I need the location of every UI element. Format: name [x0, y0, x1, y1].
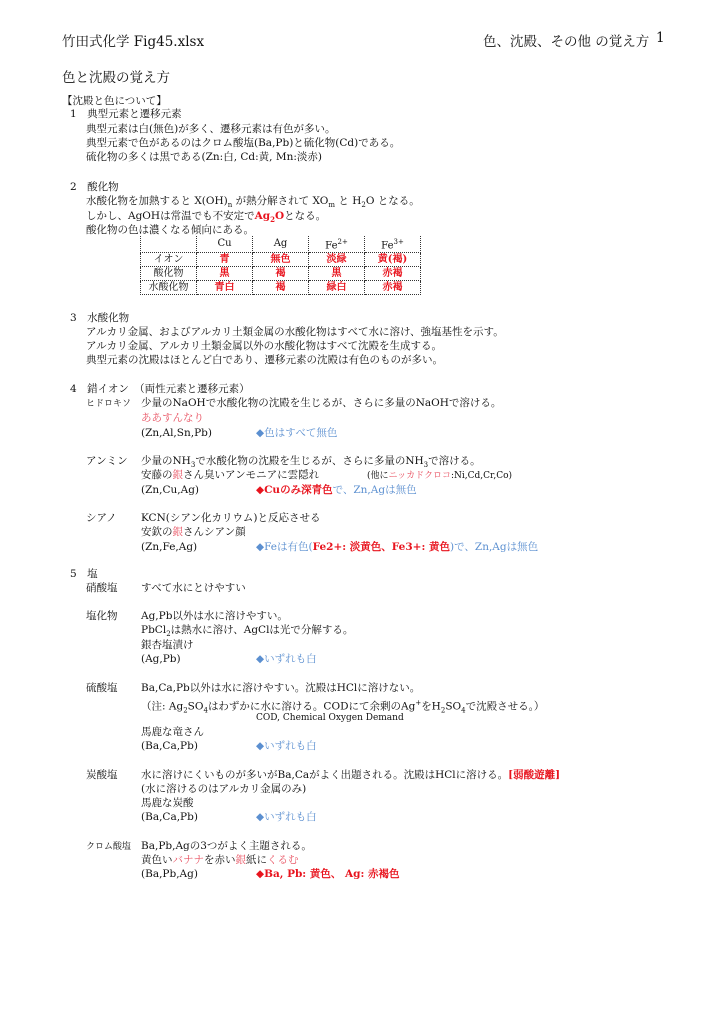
table-cell: 青 [197, 253, 253, 267]
ammine-mnemonic: 安藤の銀さん臭いアンモニアに雲隠れ [141, 469, 320, 481]
sulfate-mnemonic: 馬鹿な竜さん [141, 726, 204, 738]
s3-line2: アルカリ金属、アルカリ土類金属以外の水酸化物はすべて沈殿を生成する。 [86, 340, 442, 352]
sulfate-line2: （注: $Ag_2SO_4$はわずかに水に溶ける。CODにて余剰のAg+を$H_2SO_4$で沈殿させる。） [141, 699, 545, 715]
row-label: 水酸化物 [141, 281, 197, 295]
table-cell: 黄(褐) [365, 253, 421, 267]
carbonate-note: ◆いずれも白 [256, 811, 317, 823]
table-cell: 赤褐 [365, 281, 421, 295]
table-cell: 無色 [253, 253, 309, 267]
chromate-mnemonic: 黄色いバナナを赤い銀紙にくるむ [141, 854, 299, 866]
carbonate-line1: 水に溶けにくいものが多いがBa,Caがよく出題される。沈殿はHClに溶ける。[弱酸遊離] [141, 769, 561, 781]
color-table-header-ag: Ag [253, 236, 309, 253]
section-label: 【沈殿と色について】 [62, 95, 167, 107]
s2-line2: しかし、AgOHは常温でも不安定で$Ag_2O$となる。 [86, 210, 327, 225]
hydroxo-line1: 少量のNaOHで水酸化物の沈殿を生じるが、さらに多量のNaOHで溶ける。 [141, 397, 502, 409]
table-cell: 黒 [309, 267, 365, 281]
s3-line1: アルカリ金属、およびアルカリ土類金属の水酸化物はすべて水に溶け、強塩基性を示す。 [86, 326, 504, 338]
table-cell: 褐 [253, 267, 309, 281]
chloride-mnemonic: 銀杏塩漬け [141, 639, 194, 651]
s2-line3: 酸化物の色は濃くなる傾向にある。 [86, 224, 254, 236]
chloride-elements: (Ag,Pb) [141, 653, 181, 665]
sulfate-note: ◆いずれも白 [256, 740, 317, 752]
s5-head: 5 塩 [70, 568, 98, 580]
table-cell: 黒 [197, 267, 253, 281]
cyano-elements: (Zn,Fe,Ag) [141, 541, 198, 553]
s2-line1: 水酸化物を加熱すると $X(OH)_n$ が熱分解されて $XO_m$ と $H_2O$ となる。 [86, 195, 420, 210]
s1-line1: 典型元素は白(無色)が多く、遷移元素は有色が多い。 [86, 123, 336, 135]
chromate-line1: Ba,Pb,Agの3つがよく主題される。 [141, 840, 312, 852]
hydroxo-label: ヒドロキソ [86, 399, 132, 409]
color-table-header-fe2: $Fe^{2+}$ [309, 236, 365, 253]
color-table-header-empty [141, 236, 197, 253]
cyano-mnemonic: 安欽の銀さんシアン顔 [141, 526, 246, 538]
cyano-note: ◆Feは有色(Fe2+: 淡黄色、Fe3+: 黄色)で、Zn,Agは無色 [256, 541, 539, 553]
chloride-line1: Ag,Pb以外は水に溶けやすい。 [141, 610, 288, 622]
sulfate-line1: Ba,Ca,Pb以外は水に溶けやすい。沈殿はHClに溶けない。 [141, 682, 421, 694]
carbonate-mnemonic: 馬鹿な炭酸 [141, 797, 194, 809]
hydroxo-elements: (Zn,Al,Sn,Pb) [141, 427, 212, 439]
row-label: 酸化物 [141, 267, 197, 281]
color-table-header-cu: Cu [197, 236, 253, 253]
s4-head: 4 錯イオン （両性元素と遷移元素） [70, 383, 250, 395]
ammine-note: ◆Cuのみ深青色で、Zn,Agは無色 [256, 484, 417, 496]
carbonate-elements: (Ba,Ca,Pb) [141, 811, 198, 823]
chromate-elements: (Ba,Pb,Ag) [141, 868, 198, 880]
color-table-header-fe3: $Fe^{3+}$ [365, 236, 421, 253]
table-row [141, 281, 421, 295]
color-table [140, 236, 421, 295]
chromate-note: ◆Ba, Pb: 黄色、 Ag: 赤褐色 [256, 868, 400, 880]
s3-line3: 典型元素の沈殿はほとんど白であり、遷移元素の沈殿は有色のものが多い。 [86, 354, 443, 366]
cyano-line1: KCN(シアン化カリウム)と反応させる [141, 512, 321, 524]
sulfate-elements: (Ba,Ca,Pb) [141, 740, 198, 752]
header-page-number: 1 [656, 30, 665, 46]
table-cell: 青白 [197, 281, 253, 295]
carbonate-label: 炭酸塩 [86, 769, 118, 781]
page-title: 色と沈殿の覚え方 [62, 70, 170, 86]
table-cell: 赤褐 [365, 267, 421, 281]
hydroxo-mnemonic: ああすんなり [141, 412, 204, 424]
table-cell: 淡緑 [309, 253, 365, 267]
header-section-title: 色、沈殿、その他 の覚え方 [483, 34, 650, 50]
header-file-name: 竹田式化学 Fig45.xlsx [62, 34, 205, 50]
table-row [141, 267, 421, 281]
color-table-header-row [141, 236, 421, 253]
s1-line3: 硫化物の多くは黒である(Zn:白, Cd:黄, Mn:淡赤) [86, 151, 322, 163]
ammine-other: (他にニッカドクロコ:Ni,Cd,Cr,Co) [367, 471, 513, 481]
chloride-line2: PbCl$_2$は熱水に溶け、AgClは光で分解する。 [141, 624, 354, 639]
s1-line2: 典型元素で色があるのはクロム酸塩(Ba,Pb)と硫化物(Cd)である。 [86, 137, 401, 149]
carbonate-line2: (水に溶けるのはアルカリ金属のみ) [141, 783, 307, 795]
table-row [141, 253, 421, 267]
sulfate-cod-note: COD, Chemical Oxygen Demand [256, 713, 404, 723]
ammine-line1: 少量の$NH_3$で水酸化物の沈殿を生じるが、さらに多量の$NH_3$で溶ける。 [141, 455, 481, 470]
chromate-label: クロム酸塩 [86, 842, 132, 852]
ammine-label: アンミン [86, 455, 128, 467]
nitrate-line1: すべて水にとけやすい [141, 582, 246, 594]
row-label: イオン [141, 253, 197, 267]
table-cell: 緑白 [309, 281, 365, 295]
nitrate-label: 硝酸塩 [86, 582, 118, 594]
sulfate-label: 硫酸塩 [86, 682, 118, 694]
cyano-label: シアノ [86, 512, 117, 524]
ammine-elements: (Zn,Cu,Ag) [141, 484, 200, 496]
s3-head: 3 水酸化物 [70, 312, 130, 324]
s1-head: 1 典型元素と遷移元素 [70, 108, 182, 120]
s2-head: 2 酸化物 [70, 181, 119, 193]
chloride-note: ◆いずれも白 [256, 653, 317, 665]
hydroxo-note: ◆色はすべて無色 [256, 427, 338, 439]
table-cell: 褐 [253, 281, 309, 295]
chloride-label: 塩化物 [86, 610, 118, 622]
